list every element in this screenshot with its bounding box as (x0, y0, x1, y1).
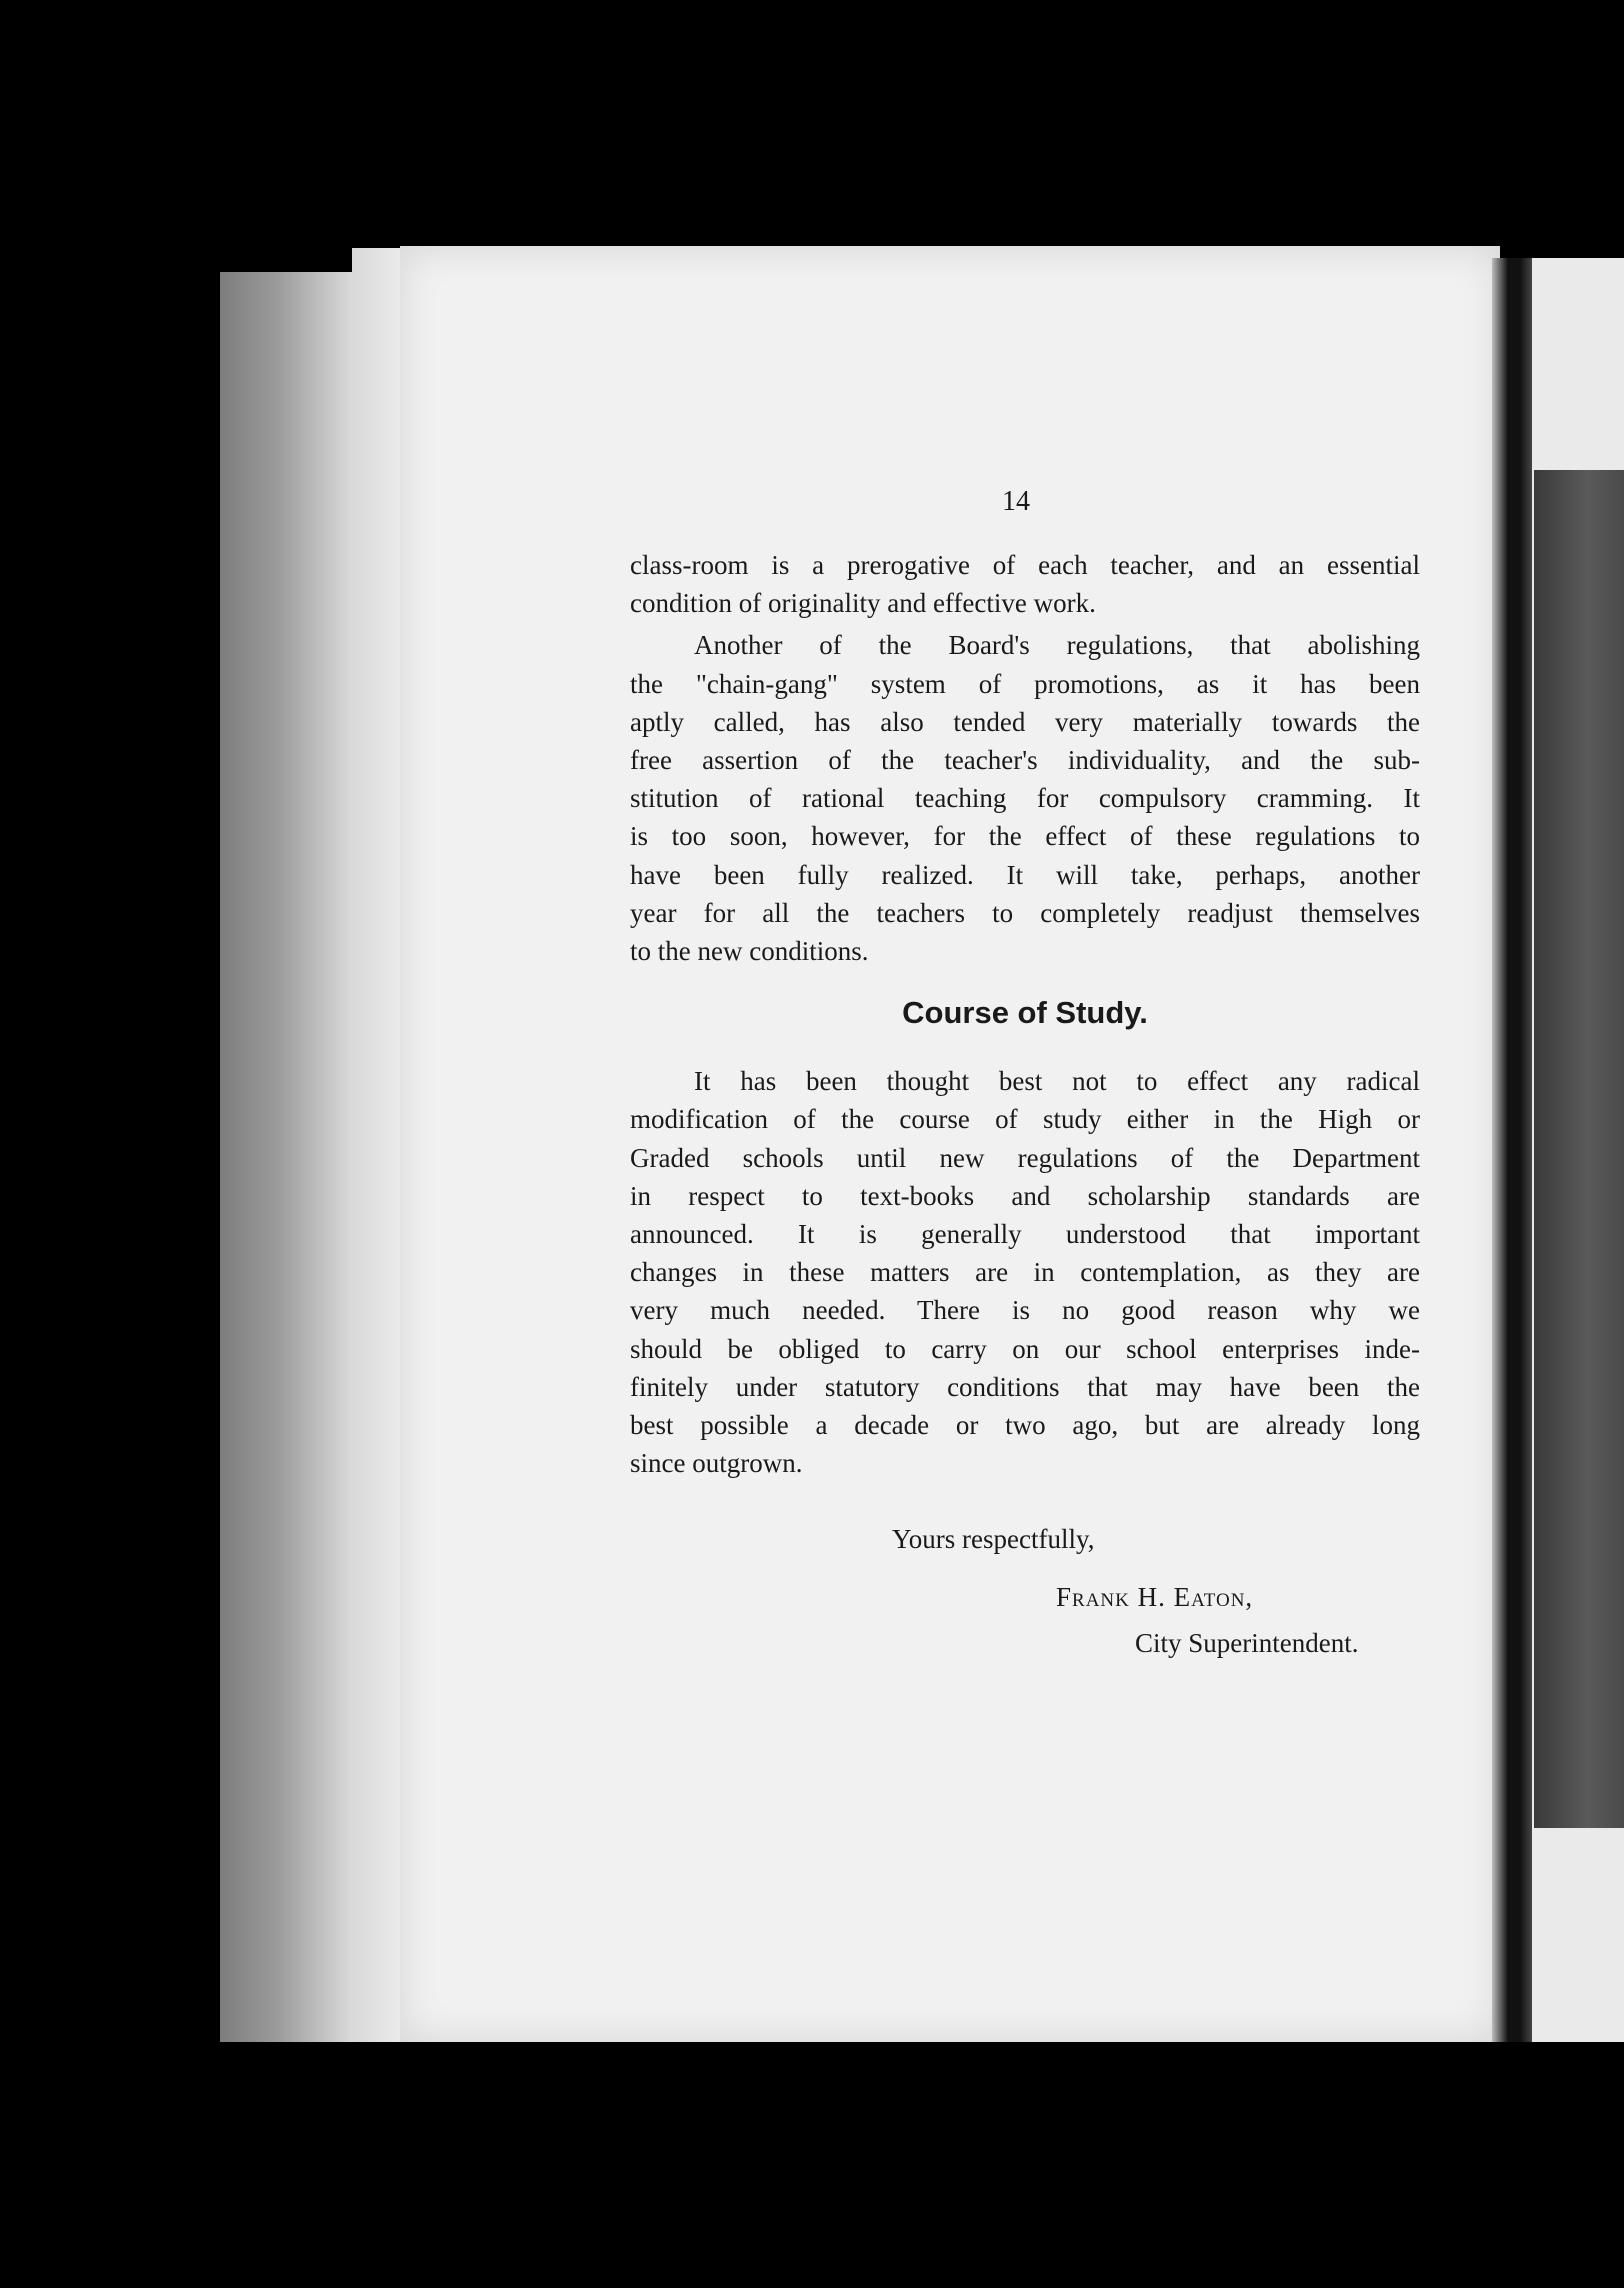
paragraph-1 (630, 546, 1420, 622)
closing-salutation: Yours respectfully, (892, 1524, 1095, 1554)
text-line: since outgrown. (630, 1448, 803, 1479)
text-line: Graded schools until new regulations of the Department (630, 1142, 1420, 1173)
paragraph-2 (630, 626, 1420, 970)
text-line: It has been thought best not to effect any radical (694, 1066, 1420, 1097)
binding-edge (220, 272, 360, 2042)
section-heading: Course of Study. (902, 995, 1148, 1031)
text-line: condition of originality and effective work. (630, 588, 1096, 619)
page-number: 14 (1002, 486, 1030, 517)
text-line: in respect to text-books and scholarship standards are (630, 1180, 1420, 1211)
text-line: aptly called, has also tended very materially towards the (630, 706, 1420, 737)
text-line: best possible a decade or two ago, but are already long (630, 1410, 1420, 1441)
signature-title: City Superintendent. (1135, 1628, 1359, 1658)
signature-name: Frank H. Eaton, (1056, 1582, 1254, 1612)
text-line: have been fully realized. It will take, perhaps, another (630, 859, 1420, 890)
text-line: free assertion of the teacher's individuality, and the sub- (630, 745, 1420, 776)
text-line: announced. It is generally understood that important (630, 1219, 1420, 1250)
text-line: should be obliged to carry on our school enterprises inde- (630, 1333, 1420, 1364)
text-line: year for all the teachers to completely readjust themselves (630, 897, 1420, 928)
text-line: very much needed. There is no good reason why we (630, 1295, 1420, 1326)
text-line: stitution of rational teaching for compulsory cramming. It (630, 783, 1420, 814)
text-line: finitely under statutory conditions that may have been the (630, 1371, 1420, 1402)
text-line: is too soon, however, for the effect of these regulations to (630, 821, 1420, 852)
paragraph-3 (630, 1062, 1420, 1482)
adjacent-page-dark (1534, 470, 1624, 1828)
text-line: the "chain-gang" system of promotions, as it has been (630, 668, 1420, 699)
heading-wrap (630, 970, 1420, 1062)
page-gutter (1492, 258, 1532, 2042)
text-line: class-room is a prerogative of each teacher, and an essential (630, 550, 1420, 580)
text-line: modification of the course of study either in the High or (630, 1104, 1420, 1135)
text-line: to the new conditions. (630, 936, 869, 967)
page-body (630, 492, 1420, 1482)
text-line: Another of the Board's regulations, that abolishing (694, 630, 1420, 661)
text-line: changes in these matters are in contemplation, as they are (630, 1257, 1420, 1288)
